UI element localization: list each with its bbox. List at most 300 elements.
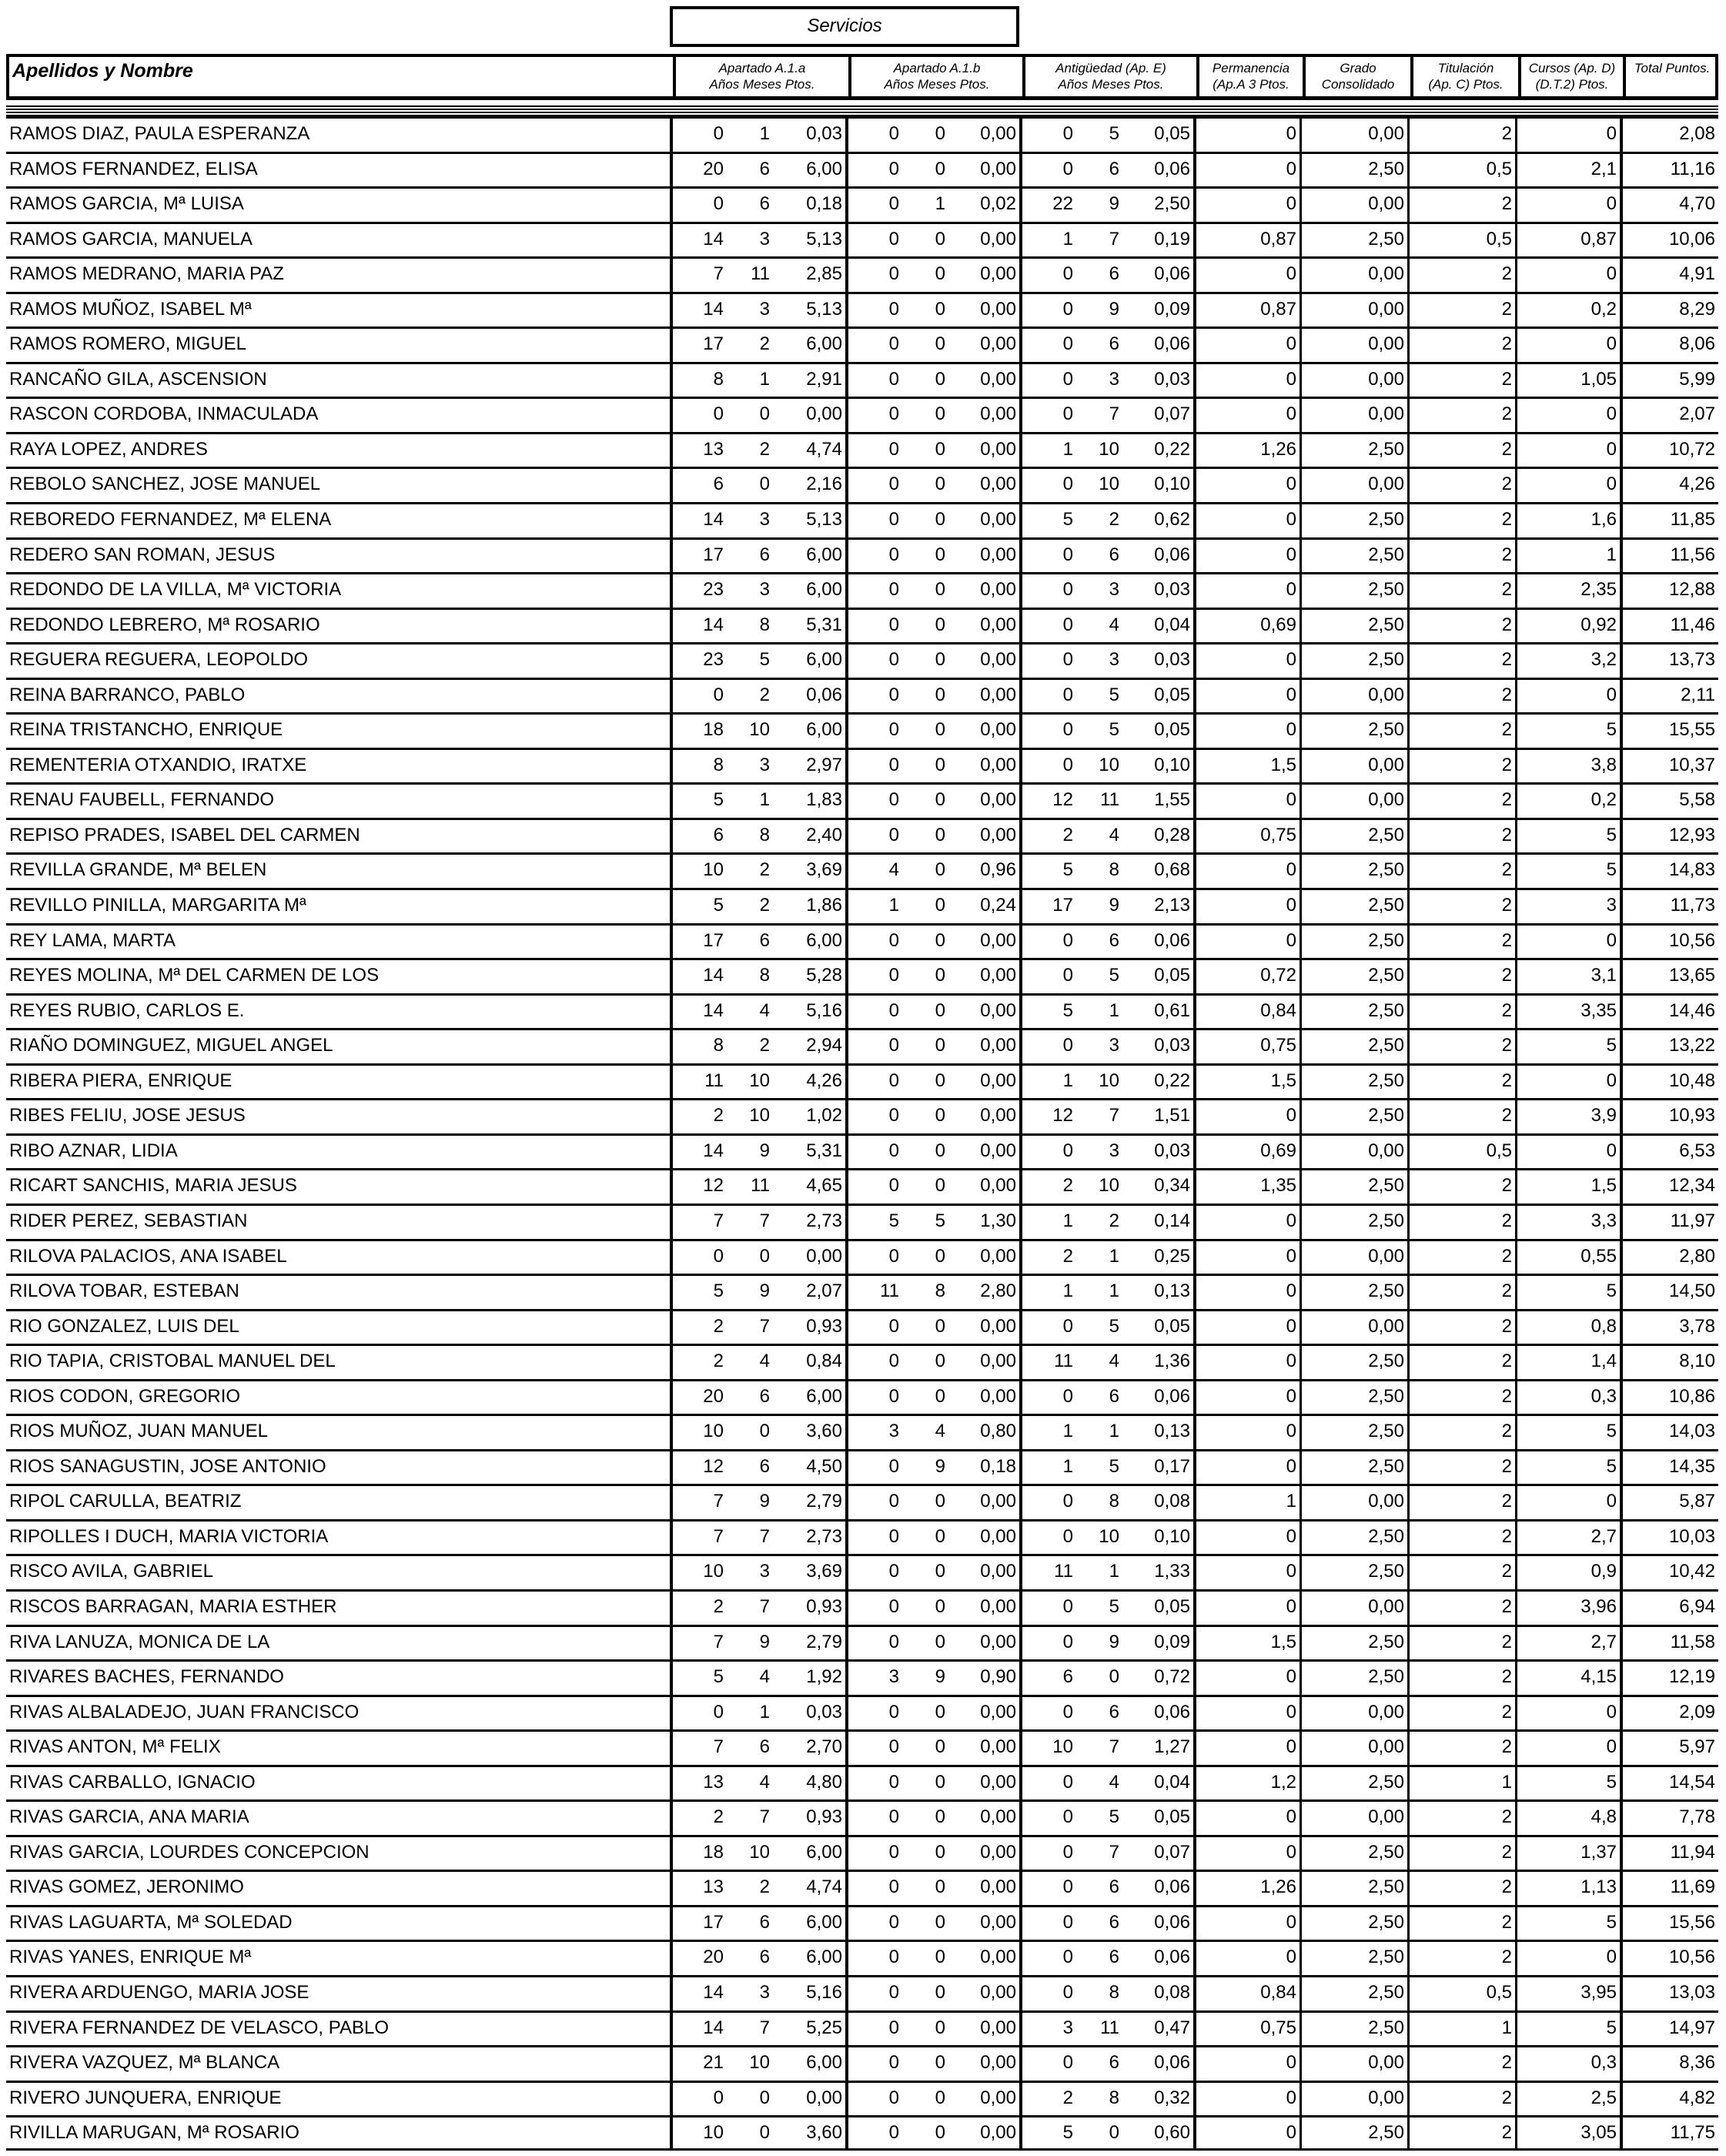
cell-name: RIVILLA MARUGAN, Mª ROSARIO xyxy=(9,2122,299,2144)
cell-cursos: 0,2 xyxy=(1515,785,1620,818)
cell-a1a-anos: 5 xyxy=(670,890,731,923)
cell-ant-anos: 2 xyxy=(1019,820,1081,853)
cell-titulacion: 2 xyxy=(1407,1241,1515,1274)
cell-a1b-meses: 0 xyxy=(935,1245,945,1267)
cell-cursos: 4,15 xyxy=(1515,1662,1620,1695)
cell-name: REGUERA REGUERA, LEOPOLDO xyxy=(9,649,309,671)
cell-ant-ptos: 0,08 xyxy=(1154,1981,1190,2003)
cell-a1b-meses: 0 xyxy=(935,158,945,179)
cell-a1a-anos: 2 xyxy=(670,1311,731,1344)
cell-a1b-ptos: 0,00 xyxy=(980,719,1016,741)
cell-permanencia: 0 xyxy=(1193,504,1300,537)
cell-titulacion: 2 xyxy=(1407,1381,1515,1414)
cell-ant-meses: 6 xyxy=(1109,544,1119,565)
cell-total: 13,03 xyxy=(1620,1977,1718,2010)
cell-ant-meses: 10 xyxy=(1099,474,1119,495)
cell-a1b-meses: 0 xyxy=(935,1771,945,1793)
cell-name: REINA BARRANCO, PABLO xyxy=(9,684,246,705)
cell-permanencia: 0 xyxy=(1193,1802,1300,1835)
cell-ant-anos: 0 xyxy=(1019,294,1081,327)
cell-name: REYES RUBIO, CARLOS E. xyxy=(9,999,245,1021)
cell-a1b-ptos: 0,00 xyxy=(980,1806,1016,1828)
cell-a1a-ptos: 6,00 xyxy=(806,929,842,951)
cell-a1b-ptos: 0,00 xyxy=(980,754,1016,775)
cell-titulacion: 2 xyxy=(1407,1100,1515,1133)
cell-total: 2,11 xyxy=(1620,680,1718,713)
cell-ant-ptos: 0,34 xyxy=(1154,1175,1190,1197)
cell-titulacion: 2 xyxy=(1407,399,1515,432)
cell-a1a-meses: 3 xyxy=(759,228,770,249)
cell-a1a-meses: 0 xyxy=(759,1245,770,1267)
cell-total: 10,56 xyxy=(1620,1942,1718,1975)
cell-total: 8,06 xyxy=(1620,329,1718,362)
cell-titulacion: 2 xyxy=(1407,2118,1515,2148)
cell-a1a-anos: 10 xyxy=(670,2118,731,2148)
table-row xyxy=(6,1519,1718,1555)
cell-cursos: 0,9 xyxy=(1515,1556,1620,1589)
cell-permanencia: 1,2 xyxy=(1193,1767,1300,1800)
cell-titulacion: 2 xyxy=(1407,1311,1515,1344)
table-header xyxy=(6,54,1718,100)
cell-name: REBOREDO FERNANDEZ, Mª ELENA xyxy=(9,509,332,531)
cell-a1a-meses: 6 xyxy=(759,544,770,565)
cell-a1b-ptos: 0,00 xyxy=(980,1140,1016,1161)
cell-a1a-ptos: 6,00 xyxy=(806,544,842,565)
table-row xyxy=(6,1484,1718,1519)
cell-ant-meses: 5 xyxy=(1109,684,1119,705)
table-row xyxy=(6,1379,1718,1414)
cell-permanencia: 0 xyxy=(1193,1346,1300,1379)
cell-grado: 0,00 xyxy=(1300,189,1407,222)
cell-name: RAYA LOPEZ, ANDRES xyxy=(9,438,208,460)
col-perm-sub: (Ap.A 3 Ptos. xyxy=(1213,77,1289,92)
cell-permanencia: 0 xyxy=(1193,1907,1300,1940)
cell-total: 10,86 xyxy=(1620,1381,1718,1414)
cell-a1b-anos: 3 xyxy=(845,1416,907,1449)
cell-ant-anos: 1 xyxy=(1019,434,1081,467)
table-row xyxy=(6,1799,1718,1835)
cell-ant-meses: 4 xyxy=(1109,614,1119,635)
cell-a1b-anos: 0 xyxy=(845,785,907,818)
col-a1a-title: Apartado A.1.a xyxy=(718,61,806,75)
cell-titulacion: 2 xyxy=(1407,1416,1515,1449)
cell-permanencia: 0 xyxy=(1193,715,1300,748)
cell-grado: 2,50 xyxy=(1300,1767,1407,1800)
cell-total: 12,93 xyxy=(1620,820,1718,853)
cell-ant-meses: 9 xyxy=(1109,298,1119,320)
cell-name: RIVERO JUNQUERA, ENRIQUE xyxy=(9,2087,282,2108)
cell-name: REVILLO PINILLA, MARGARITA Mª xyxy=(9,895,306,916)
cell-permanencia: 0,69 xyxy=(1193,1136,1300,1169)
cell-a1a-anos: 0 xyxy=(670,399,731,432)
cell-a1a-anos: 12 xyxy=(670,1451,731,1485)
cell-total: 11,73 xyxy=(1620,890,1718,923)
cell-a1a-meses: 9 xyxy=(759,1631,770,1652)
cell-cursos: 0 xyxy=(1515,469,1620,502)
col-a1a-header xyxy=(673,57,848,96)
cell-permanencia: 0 xyxy=(1193,189,1300,222)
cell-a1a-ptos: 0,03 xyxy=(806,1701,842,1722)
cell-grado: 2,50 xyxy=(1300,820,1407,853)
cell-a1b-ptos: 0,00 xyxy=(980,579,1016,601)
cell-a1a-anos: 20 xyxy=(670,154,731,187)
cell-a1a-ptos: 5,16 xyxy=(806,999,842,1021)
cell-ant-anos: 0 xyxy=(1019,1522,1081,1555)
cell-a1a-anos: 14 xyxy=(670,610,731,643)
cell-ant-meses: 10 xyxy=(1099,1525,1119,1547)
cell-ant-anos: 1 xyxy=(1019,224,1081,257)
header-separator xyxy=(6,105,1718,116)
cell-a1b-ptos: 2,80 xyxy=(980,1281,1016,1302)
cell-a1b-ptos: 0,00 xyxy=(980,298,1016,320)
cell-ant-ptos: 0,19 xyxy=(1154,228,1190,249)
cell-a1b-anos: 0 xyxy=(845,154,907,187)
cell-ant-anos: 0 xyxy=(1019,329,1081,362)
cell-a1a-ptos: 5,31 xyxy=(806,1140,842,1161)
cell-cursos: 0 xyxy=(1515,680,1620,713)
cell-a1b-meses: 0 xyxy=(935,649,945,671)
cell-a1a-meses: 3 xyxy=(759,754,770,775)
cell-a1b-meses: 0 xyxy=(935,1806,945,1828)
cell-cursos: 1,5 xyxy=(1515,1170,1620,1204)
cell-a1b-anos: 0 xyxy=(845,469,907,502)
cell-a1a-ptos: 5,31 xyxy=(806,614,842,635)
cell-a1b-anos: 5 xyxy=(845,1206,907,1239)
cell-a1b-ptos: 0,00 xyxy=(980,824,1016,845)
cell-ant-anos: 2 xyxy=(1019,1170,1081,1204)
cell-a1b-anos: 0 xyxy=(845,1627,907,1660)
cell-a1a-meses: 3 xyxy=(759,1981,770,2003)
table-row xyxy=(6,397,1718,432)
name-column-header: Apellidos y Nombre xyxy=(12,60,193,82)
cell-a1b-anos: 0 xyxy=(845,1522,907,1555)
table-row xyxy=(6,1835,1718,1870)
table-row xyxy=(6,1729,1718,1765)
cell-a1a-anos: 17 xyxy=(670,1907,731,1940)
cell-a1a-meses: 2 xyxy=(759,1876,770,1898)
cell-name: RAMOS GARCIA, MANUELA xyxy=(9,228,253,249)
cell-a1a-ptos: 5,13 xyxy=(806,509,842,531)
cell-a1a-anos: 18 xyxy=(670,715,731,748)
cell-grado: 2,50 xyxy=(1300,715,1407,748)
cell-ant-ptos: 0,72 xyxy=(1154,1666,1190,1688)
cell-cursos: 5 xyxy=(1515,855,1620,888)
cell-a1a-ptos: 1,83 xyxy=(806,789,842,811)
table-row xyxy=(6,537,1718,573)
cell-ant-meses: 9 xyxy=(1109,895,1119,916)
cell-ant-meses: 7 xyxy=(1109,228,1119,249)
cell-permanencia: 1,5 xyxy=(1193,750,1300,783)
cell-a1a-ptos: 0,00 xyxy=(806,2087,842,2108)
cell-a1b-ptos: 0,00 xyxy=(980,1701,1016,1722)
cell-ant-meses: 1 xyxy=(1109,1281,1119,1302)
cell-a1b-meses: 0 xyxy=(935,824,945,845)
cell-permanencia: 0,72 xyxy=(1193,960,1300,993)
cell-ant-anos: 5 xyxy=(1019,855,1081,888)
cell-a1b-ptos: 0,00 xyxy=(980,368,1016,390)
cell-a1a-meses: 3 xyxy=(759,579,770,601)
cell-ant-ptos: 0,06 xyxy=(1154,158,1190,179)
cell-a1b-ptos: 0,80 xyxy=(980,1421,1016,1442)
cell-ant-anos: 5 xyxy=(1019,2118,1081,2148)
cell-ant-ptos: 0,09 xyxy=(1154,298,1190,320)
cell-total: 4,26 xyxy=(1620,469,1718,502)
cell-a1b-ptos: 0,96 xyxy=(980,859,1016,881)
cell-ant-meses: 8 xyxy=(1109,1491,1119,1512)
cell-a1a-anos: 0 xyxy=(670,189,731,222)
cell-a1b-ptos: 0,00 xyxy=(980,1315,1016,1337)
cell-ant-ptos: 0,08 xyxy=(1154,1491,1190,1512)
cell-total: 11,97 xyxy=(1620,1206,1718,1239)
cell-a1b-meses: 1 xyxy=(935,193,945,215)
cell-a1a-anos: 20 xyxy=(670,1381,731,1414)
cell-ant-anos: 0 xyxy=(1019,1872,1081,1905)
cell-a1a-anos: 13 xyxy=(670,1872,731,1905)
col-cursos-header xyxy=(1518,57,1623,96)
cell-ant-ptos: 0,06 xyxy=(1154,929,1190,951)
cell-a1a-anos: 7 xyxy=(670,259,731,292)
cell-a1b-meses: 0 xyxy=(935,403,945,425)
cell-a1a-meses: 11 xyxy=(751,1175,770,1197)
col-ant-title: Antigüedad (Ap. E) xyxy=(1055,61,1166,75)
cell-a1b-ptos: 0,00 xyxy=(980,1771,1016,1793)
cell-titulacion: 2 xyxy=(1407,820,1515,853)
cell-a1a-anos: 21 xyxy=(670,2047,731,2081)
cell-ant-meses: 5 xyxy=(1109,1806,1119,1828)
cell-grado: 2,50 xyxy=(1300,1627,1407,1660)
cell-ant-ptos: 0,22 xyxy=(1154,1070,1190,1091)
cell-ant-ptos: 0,04 xyxy=(1154,1771,1190,1793)
cell-cursos: 0,3 xyxy=(1515,2047,1620,2081)
cell-ant-ptos: 0,22 xyxy=(1154,438,1190,460)
table-row xyxy=(6,1765,1718,1800)
cell-a1a-ptos: 0,18 xyxy=(806,193,842,215)
cell-cursos: 5 xyxy=(1515,1416,1620,1449)
cell-cursos: 0 xyxy=(1515,399,1620,432)
table-row xyxy=(6,642,1718,678)
cell-ant-ptos: 0,06 xyxy=(1154,1876,1190,1898)
cell-a1a-meses: 7 xyxy=(759,2017,770,2038)
cell-grado: 2,50 xyxy=(1300,2013,1407,2046)
cell-permanencia: 0 xyxy=(1193,680,1300,713)
cell-grado: 0,00 xyxy=(1300,2083,1407,2116)
cell-a1b-ptos: 0,02 xyxy=(980,193,1016,215)
cell-ant-anos: 6 xyxy=(1019,1662,1081,1695)
cell-grado: 2,50 xyxy=(1300,996,1407,1029)
cell-total: 10,42 xyxy=(1620,1556,1718,1589)
cell-titulacion: 2 xyxy=(1407,715,1515,748)
cell-titulacion: 2 xyxy=(1407,1170,1515,1204)
cell-a1a-ptos: 1,86 xyxy=(806,895,842,916)
cell-titulacion: 2 xyxy=(1407,855,1515,888)
cell-total: 5,58 xyxy=(1620,785,1718,818)
cell-a1b-ptos: 0,00 xyxy=(980,684,1016,705)
cell-a1b-meses: 0 xyxy=(935,929,945,951)
cell-ant-ptos: 0,06 xyxy=(1154,333,1190,355)
col-total-title: Total Puntos. xyxy=(1634,61,1711,75)
cell-cursos: 5 xyxy=(1515,1767,1620,1800)
table-row xyxy=(6,326,1718,362)
cell-permanencia: 1,26 xyxy=(1193,1872,1300,1905)
cell-a1a-meses: 6 xyxy=(759,158,770,179)
cell-titulacion: 2 xyxy=(1407,960,1515,993)
cell-grado: 2,50 xyxy=(1300,574,1407,608)
table-row xyxy=(6,1168,1718,1204)
cell-titulacion: 2 xyxy=(1407,504,1515,537)
cell-ant-meses: 2 xyxy=(1109,509,1119,531)
cell-a1a-anos: 5 xyxy=(670,1276,731,1309)
cell-a1b-ptos: 0,00 xyxy=(980,1947,1016,1968)
cell-a1a-meses: 2 xyxy=(759,1035,770,1056)
cell-a1a-ptos: 2,79 xyxy=(806,1491,842,1512)
cell-a1b-meses: 0 xyxy=(935,1736,945,1758)
cell-cursos: 3,05 xyxy=(1515,2118,1620,2148)
cell-a1a-anos: 5 xyxy=(670,1662,731,1695)
cell-ant-ptos: 0,10 xyxy=(1154,474,1190,495)
cell-ant-meses: 10 xyxy=(1099,438,1119,460)
cell-name: RIAÑO DOMINGUEZ, MIGUEL ANGEL xyxy=(9,1035,333,1056)
cell-a1a-ptos: 2,91 xyxy=(806,368,842,390)
cell-total: 7,78 xyxy=(1620,1802,1718,1835)
cell-a1b-ptos: 0,00 xyxy=(980,929,1016,951)
cell-ant-ptos: 0,68 xyxy=(1154,859,1190,881)
cell-ant-anos: 0 xyxy=(1019,364,1081,397)
cell-name: REDONDO LEBRERO, Mª ROSARIO xyxy=(9,614,320,635)
cell-grado: 0,00 xyxy=(1300,1311,1407,1344)
cell-a1b-anos: 0 xyxy=(845,1942,907,1975)
cell-a1b-ptos: 0,00 xyxy=(980,965,1016,986)
cell-grado: 2,50 xyxy=(1300,1907,1407,1940)
cell-a1a-meses: 6 xyxy=(759,1385,770,1407)
cell-a1a-anos: 17 xyxy=(670,329,731,362)
col-a1b-title: Apartado A.1.b xyxy=(893,61,981,75)
table-row xyxy=(6,572,1718,608)
cell-permanencia: 0,87 xyxy=(1193,224,1300,257)
cell-cursos: 0,87 xyxy=(1515,224,1620,257)
cell-name: RASCON CORDOBA, INMACULADA xyxy=(9,403,319,425)
cell-grado: 2,50 xyxy=(1300,1346,1407,1379)
cell-permanencia: 0,75 xyxy=(1193,1030,1300,1063)
cell-ant-anos: 3 xyxy=(1019,2013,1081,2046)
cell-a1b-meses: 0 xyxy=(935,474,945,495)
cell-name: RIVERA FERNANDEZ DE VELASCO, PABLO xyxy=(9,2017,390,2038)
cell-ant-meses: 1 xyxy=(1109,1245,1119,1267)
cell-ant-ptos: 0,62 xyxy=(1154,509,1190,531)
table-row xyxy=(6,1063,1718,1099)
cell-grado: 2,50 xyxy=(1300,1662,1407,1695)
cell-a1b-anos: 0 xyxy=(845,644,907,678)
cell-a1a-ptos: 6,00 xyxy=(806,333,842,355)
cell-a1a-ptos: 4,26 xyxy=(806,1070,842,1091)
cell-total: 13,22 xyxy=(1620,1030,1718,1063)
cell-titulacion: 2 xyxy=(1407,259,1515,292)
cell-permanencia: 0 xyxy=(1193,1697,1300,1730)
cell-ant-meses: 0 xyxy=(1109,1666,1119,1688)
cell-a1b-ptos: 0,00 xyxy=(980,1911,1016,1933)
cell-a1a-meses: 6 xyxy=(759,193,770,215)
cell-a1b-meses: 0 xyxy=(935,298,945,320)
cell-a1a-ptos: 1,92 xyxy=(806,1666,842,1688)
cell-ant-meses: 11 xyxy=(1100,2017,1119,2038)
cell-total: 13,73 xyxy=(1620,644,1718,678)
cell-a1a-meses: 6 xyxy=(759,929,770,951)
cell-permanencia: 0,87 xyxy=(1193,294,1300,327)
cell-a1a-ptos: 4,65 xyxy=(806,1175,842,1197)
cell-a1b-ptos: 0,00 xyxy=(980,438,1016,460)
cell-ant-meses: 10 xyxy=(1099,1070,1119,1091)
cell-a1a-ptos: 2,97 xyxy=(806,754,842,775)
cell-titulacion: 2 xyxy=(1407,329,1515,362)
cell-name: RISCOS BARRAGAN, MARIA ESTHER xyxy=(9,1595,337,1617)
cell-ant-meses: 8 xyxy=(1109,2087,1119,2108)
cell-a1b-ptos: 0,00 xyxy=(980,158,1016,179)
cell-grado: 0,00 xyxy=(1300,1732,1407,1765)
cell-a1b-meses: 0 xyxy=(935,509,945,531)
cell-a1a-meses: 5 xyxy=(759,649,770,671)
cell-a1b-meses: 0 xyxy=(935,1070,945,1091)
cell-grado: 0,00 xyxy=(1300,1136,1407,1169)
cell-total: 11,85 xyxy=(1620,504,1718,537)
cell-cursos: 5 xyxy=(1515,1451,1620,1485)
cell-a1b-meses: 0 xyxy=(935,1491,945,1512)
cell-total: 14,97 xyxy=(1620,2013,1718,2046)
cell-cursos: 5 xyxy=(1515,2013,1620,2046)
cell-a1a-ptos: 2,94 xyxy=(806,1035,842,1056)
cell-ant-ptos: 2,13 xyxy=(1154,895,1190,916)
cell-grado: 2,50 xyxy=(1300,1030,1407,1063)
cell-a1a-anos: 13 xyxy=(670,434,731,467)
table-row xyxy=(6,116,1718,152)
cell-titulacion: 2 xyxy=(1407,1592,1515,1625)
cell-cursos: 5 xyxy=(1515,1907,1620,1940)
cell-a1b-anos: 0 xyxy=(845,926,907,959)
cell-titulacion: 0,5 xyxy=(1407,154,1515,187)
cell-a1a-meses: 7 xyxy=(759,1595,770,1617)
cell-a1b-meses: 0 xyxy=(935,684,945,705)
cell-a1b-meses: 0 xyxy=(935,438,945,460)
cell-permanencia: 0 xyxy=(1193,2083,1300,2116)
table-row xyxy=(6,748,1718,783)
cell-ant-anos: 0 xyxy=(1019,1486,1081,1519)
cell-ant-anos: 0 xyxy=(1019,119,1081,152)
cell-a1a-meses: 4 xyxy=(759,1351,770,1372)
cell-a1b-meses: 0 xyxy=(935,1981,945,2003)
cell-a1b-meses: 0 xyxy=(935,2122,945,2144)
cell-total: 11,94 xyxy=(1620,1837,1718,1870)
cell-a1b-meses: 0 xyxy=(935,1841,945,1863)
cell-ant-meses: 6 xyxy=(1109,1911,1119,1933)
cell-a1a-ptos: 5,13 xyxy=(806,228,842,249)
cell-a1b-ptos: 0,00 xyxy=(980,1561,1016,1582)
cell-a1a-meses: 10 xyxy=(749,719,770,741)
cell-titulacion: 2 xyxy=(1407,1276,1515,1309)
cell-grado: 2,50 xyxy=(1300,926,1407,959)
cell-ant-meses: 6 xyxy=(1109,1701,1119,1722)
cell-total: 10,72 xyxy=(1620,434,1718,467)
cell-a1a-ptos: 4,74 xyxy=(806,438,842,460)
table-row xyxy=(6,1098,1718,1133)
cell-a1a-anos: 0 xyxy=(670,680,731,713)
cell-total: 10,48 xyxy=(1620,1066,1718,1099)
table-row xyxy=(6,1274,1718,1309)
cell-a1b-anos: 0 xyxy=(845,1346,907,1379)
cell-a1b-anos: 0 xyxy=(845,610,907,643)
cell-titulacion: 2 xyxy=(1407,1697,1515,1730)
cell-permanencia: 0,84 xyxy=(1193,1977,1300,2010)
table-row xyxy=(6,1239,1718,1274)
cell-a1b-meses: 0 xyxy=(935,1947,945,1968)
cell-permanencia: 0 xyxy=(1193,469,1300,502)
